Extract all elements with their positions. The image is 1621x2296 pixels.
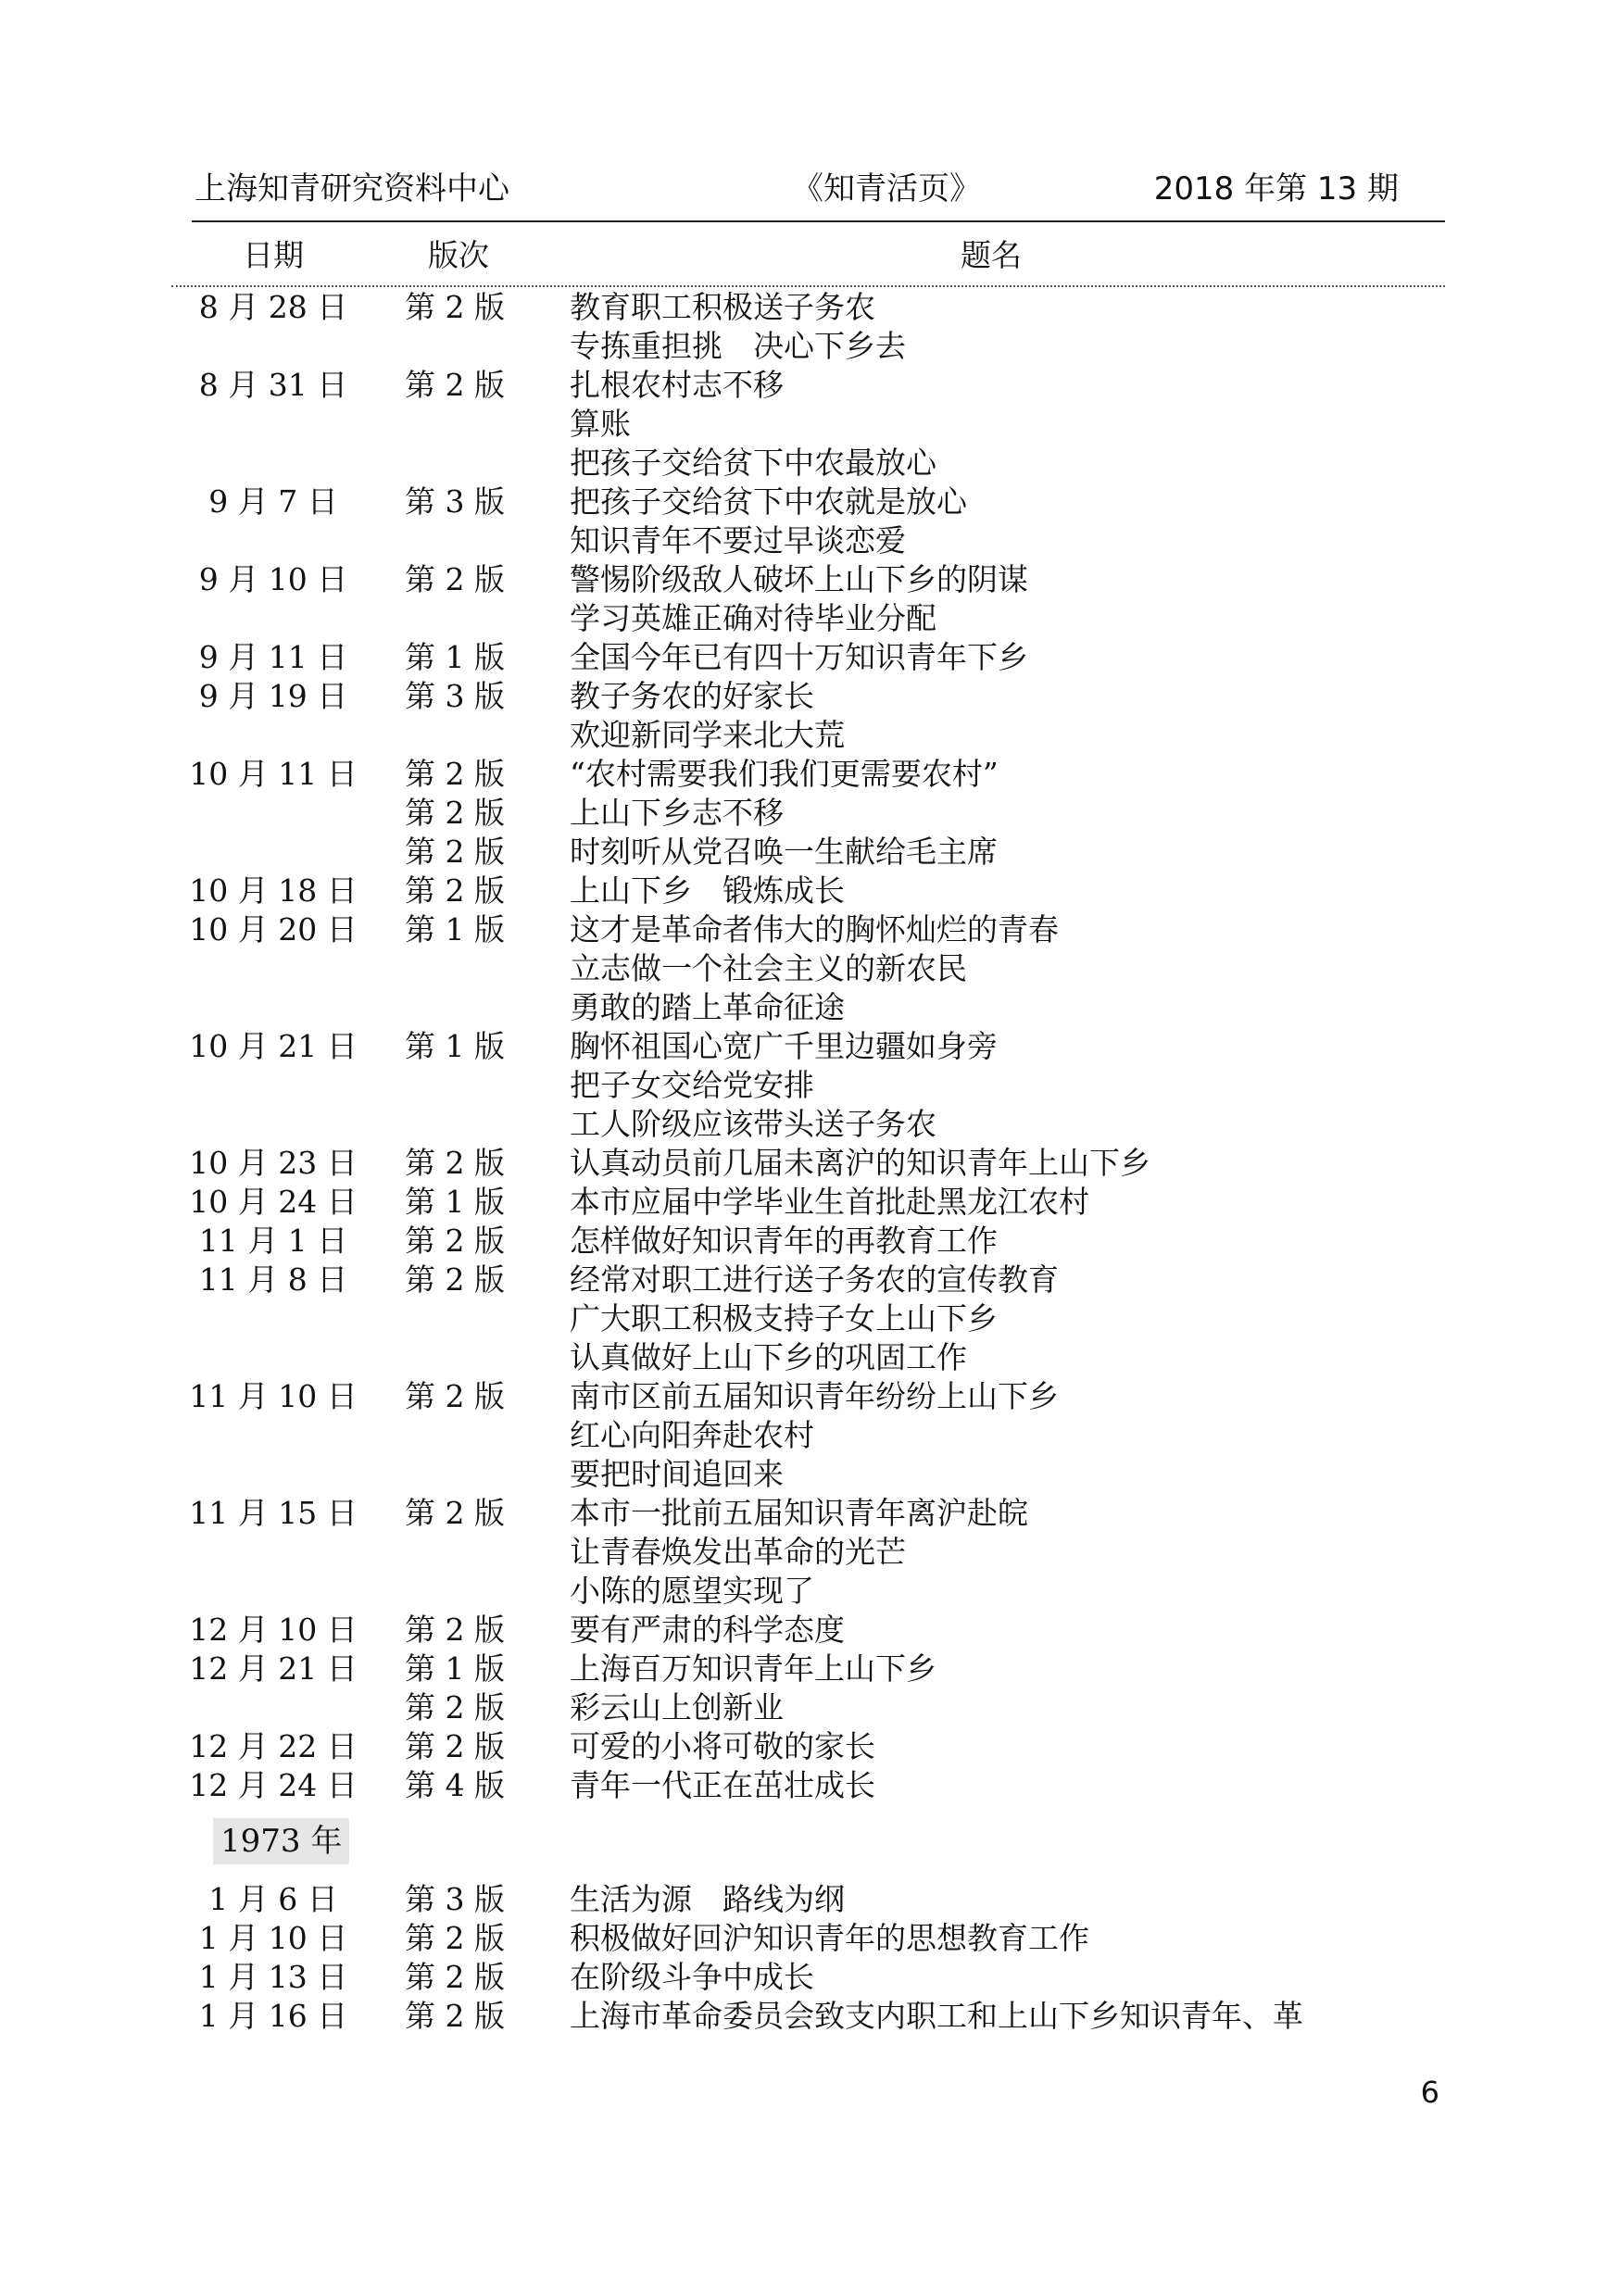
table-row	[0, 1338, 1621, 1377]
entry-edition: 第 2 版	[405, 1223, 505, 1259]
page-header	[195, 163, 1399, 209]
column-header-edition: 版次	[428, 237, 489, 273]
entry-edition: 第 4 版	[405, 1767, 505, 1803]
entry-title: 积极做好回沪知识青年的思想教育工作	[570, 1920, 1089, 1956]
entry-edition: 第 2 版	[405, 1689, 505, 1725]
table-row	[0, 1997, 1621, 2036]
entry-edition: 第 2 版	[405, 367, 505, 403]
entry-date: 11 月 8 日	[198, 1261, 348, 1298]
table-row	[0, 288, 1621, 327]
page-number: 6	[1420, 2075, 1439, 2110]
entry-date: 12 月 21 日	[189, 1650, 358, 1687]
entry-date: 1 月 10 日	[198, 1920, 348, 1956]
column-header-title: 题名	[961, 237, 1022, 273]
entry-title: 全国今年已有四十万知识青年下乡	[570, 639, 1028, 675]
table-row	[0, 1144, 1621, 1183]
entry-edition: 第 1 版	[405, 911, 505, 947]
year-heading: 1973 年	[213, 1818, 349, 1864]
entry-date: 10 月 11 日	[189, 756, 358, 792]
entry-edition: 第 3 版	[405, 1881, 505, 1917]
entry-date: 12 月 24 日	[189, 1767, 358, 1803]
entry-title: 上海市革命委员会致支内职工和上山下乡知识青年、革	[570, 1998, 1303, 2034]
entry-edition: 第 2 版	[405, 289, 505, 325]
entry-title: 这才是革命者伟大的胸怀灿烂的青春	[570, 911, 1059, 947]
table-row	[0, 1066, 1621, 1105]
entry-title: 让青春焕发出革命的光芒	[570, 1534, 906, 1570]
table-row	[0, 833, 1621, 872]
entry-title: 要有严肃的科学态度	[570, 1612, 845, 1648]
entry-edition: 第 1 版	[405, 1028, 505, 1064]
table-row	[0, 1880, 1621, 1919]
entry-title: 把子女交给党安排	[570, 1067, 814, 1103]
entry-edition: 第 2 版	[405, 756, 505, 792]
entry-edition: 第 2 版	[405, 1998, 505, 2034]
entry-date: 11 月 10 日	[189, 1378, 358, 1414]
table-row	[0, 1727, 1621, 1766]
entry-date: 10 月 20 日	[189, 911, 358, 947]
entry-title: 欢迎新同学来北大荒	[570, 717, 845, 753]
table-row	[0, 1455, 1621, 1494]
entry-date: 10 月 23 日	[189, 1145, 358, 1181]
entry-edition: 第 3 版	[405, 678, 505, 714]
entry-title: 专拣重担挑 决心下乡去	[570, 328, 906, 364]
entry-edition: 第 2 版	[405, 872, 505, 909]
entry-title: 勇敢的踏上革命征途	[570, 989, 845, 1025]
entry-date: 11 月 15 日	[189, 1495, 358, 1531]
table-row	[0, 1688, 1621, 1727]
entry-edition: 第 2 版	[405, 1261, 505, 1298]
table-row	[0, 366, 1621, 405]
entry-title: 可爱的小将可敬的家长	[570, 1728, 875, 1764]
column-header-rule	[171, 285, 1445, 287]
entry-title: 认真做好上山下乡的巩固工作	[570, 1339, 967, 1375]
table-row	[0, 1533, 1621, 1572]
table-row	[0, 483, 1621, 521]
entry-date: 10 月 24 日	[189, 1184, 358, 1220]
entry-title: “农村需要我们我们更需要农村”	[570, 756, 999, 792]
entry-title: 青年一代正在茁壮成长	[570, 1767, 875, 1803]
entry-edition: 第 2 版	[405, 1920, 505, 1956]
entry-title: 红心向阳奔赴农村	[570, 1417, 814, 1453]
entry-edition: 第 1 版	[405, 1650, 505, 1687]
entry-title: 本市应届中学毕业生首批赴黑龙江农村	[570, 1184, 1089, 1220]
entry-title: 在阶级斗争中成长	[570, 1959, 814, 1995]
entry-title: 算账	[570, 406, 631, 442]
entry-edition: 第 2 版	[405, 834, 505, 870]
entry-date: 12 月 22 日	[189, 1728, 358, 1764]
entry-title: 扎根农村志不移	[570, 367, 784, 403]
entry-title: 南市区前五届知识青年纷纷上山下乡	[570, 1378, 1059, 1414]
table-row	[0, 1611, 1621, 1650]
table-row	[0, 1650, 1621, 1688]
table-row	[0, 1261, 1621, 1299]
entry-title: 教子务农的好家长	[570, 678, 814, 714]
table-row	[0, 1183, 1621, 1222]
entry-edition: 第 2 版	[405, 1145, 505, 1181]
entry-title: 彩云山上创新业	[570, 1689, 784, 1725]
entry-date: 9 月 10 日	[198, 561, 348, 597]
table-row	[0, 949, 1621, 988]
table-row	[0, 794, 1621, 833]
table-row	[0, 1416, 1621, 1455]
header-publication: 《知青活页》	[792, 170, 981, 207]
table-row	[0, 988, 1621, 1027]
entry-edition: 第 2 版	[405, 1959, 505, 1995]
header-organization: 上海知青研究资料中心	[195, 170, 509, 207]
table-row	[0, 1766, 1621, 1805]
table-row	[0, 1299, 1621, 1338]
entry-date: 10 月 18 日	[189, 872, 358, 909]
entry-title: 警惕阶级敌人破坏上山下乡的阴谋	[570, 561, 1028, 597]
table-row	[0, 1572, 1621, 1611]
column-headers	[0, 232, 1621, 276]
entry-date: 12 月 10 日	[189, 1612, 358, 1648]
table-row	[0, 1377, 1621, 1416]
table-row	[0, 1919, 1621, 1958]
entry-title: 把孩子交给贫下中农最放心	[570, 445, 936, 481]
entry-edition: 第 2 版	[405, 1728, 505, 1764]
entry-title: 广大职工积极支持子女上山下乡	[570, 1300, 998, 1336]
entry-date: 8 月 28 日	[198, 289, 348, 325]
entry-title: 怎样做好知识青年的再教育工作	[570, 1223, 998, 1259]
table-row	[0, 1958, 1621, 1997]
table-row	[0, 677, 1621, 716]
entry-title: 时刻听从党召唤一生献给毛主席	[570, 834, 998, 870]
entry-title: 生活为源 路线为纲	[570, 1881, 845, 1917]
entry-edition: 第 3 版	[405, 483, 505, 520]
entry-title: 上山下乡志不移	[570, 795, 784, 831]
entry-title: 本市一批前五届知识青年离沪赴皖	[570, 1495, 1028, 1531]
table-row	[0, 1222, 1621, 1261]
entry-date: 9 月 7 日	[208, 483, 338, 520]
table-row	[0, 910, 1621, 949]
table-row	[0, 755, 1621, 794]
entry-title: 学习英雄正确对待毕业分配	[570, 600, 936, 636]
entry-title: 知识青年不要过早谈恋爱	[570, 522, 906, 558]
entry-edition: 第 2 版	[405, 795, 505, 831]
table-row	[0, 716, 1621, 755]
entry-date: 9 月 11 日	[198, 639, 348, 675]
entry-date: 10 月 21 日	[189, 1028, 358, 1064]
entry-date: 11 月 1 日	[198, 1223, 348, 1259]
entry-edition: 第 2 版	[405, 1378, 505, 1414]
entry-title: 上山下乡 锻炼成长	[570, 872, 845, 909]
entry-title: 认真动员前几届未离沪的知识青年上山下乡	[570, 1145, 1150, 1181]
entry-date: 9 月 19 日	[198, 678, 348, 714]
entry-title: 把孩子交给贫下中农就是放心	[570, 483, 967, 520]
table-row	[0, 872, 1621, 910]
table-row	[0, 405, 1621, 444]
table-row	[0, 1027, 1621, 1066]
entry-title: 立志做一个社会主义的新农民	[570, 950, 967, 986]
header-rule	[192, 220, 1445, 222]
entry-title: 教育职工积极送子务农	[570, 289, 875, 325]
table-row	[0, 638, 1621, 677]
table-row	[0, 599, 1621, 638]
entry-title: 上海百万知识青年上山下乡	[570, 1650, 936, 1687]
header-issue: 2018 年第 13 期	[1153, 170, 1399, 207]
entry-title: 工人阶级应该带头送子务农	[570, 1106, 936, 1142]
entry-title: 经常对职工进行送子务农的宣传教育	[570, 1261, 1059, 1298]
table-row	[0, 560, 1621, 599]
entry-date: 1 月 6 日	[208, 1881, 338, 1917]
entry-date: 1 月 13 日	[198, 1959, 348, 1995]
entry-edition: 第 1 版	[405, 1184, 505, 1220]
column-header-date: 日期	[243, 237, 304, 273]
entry-date: 8 月 31 日	[198, 367, 348, 403]
entry-edition: 第 2 版	[405, 1612, 505, 1648]
entry-title: 小陈的愿望实现了	[570, 1573, 814, 1609]
table-row	[0, 1105, 1621, 1144]
table-row	[0, 444, 1621, 483]
entry-date: 1 月 16 日	[198, 1998, 348, 2034]
entry-edition: 第 2 版	[405, 1495, 505, 1531]
table-row	[0, 327, 1621, 366]
table-row	[0, 1494, 1621, 1533]
entry-title: 要把时间追回来	[570, 1456, 784, 1492]
entry-edition: 第 2 版	[405, 561, 505, 597]
table-row	[0, 521, 1621, 560]
entry-title: 胸怀祖国心宽广千里边疆如身旁	[570, 1028, 998, 1064]
entry-edition: 第 1 版	[405, 639, 505, 675]
